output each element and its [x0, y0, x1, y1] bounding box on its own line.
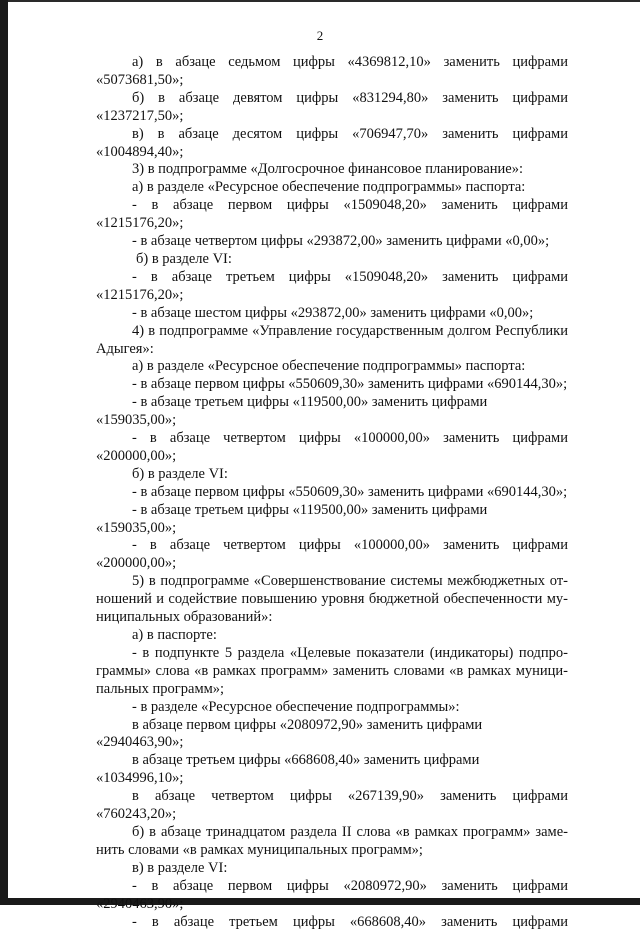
text-line: - в абзаце третьем цифры «119500,00» заменить цифрами «159035,00»; [96, 394, 568, 430]
text-line: - в абзаце четвертом цифры «100000,00» заменить цифрами [96, 430, 568, 448]
text-line: граммы» слова «в рамках программ» заменить словами «в рамках муници- [96, 663, 568, 681]
text-line: в абзаце третьем цифры «668608,40» заменить цифрами «1034996,10»; [96, 752, 568, 788]
text-line: б) в абзаце девятом цифры «831294,80» заменить цифрами [96, 90, 568, 108]
text-line: 4) в подпрограмме «Управление государственным долгом Республики [96, 323, 568, 341]
text-line: - в абзаце первом цифры «2080972,90» заменить цифрами [96, 878, 568, 896]
text-line: ношений и содействие повышению уровня бюджетной обеспеченности му- [96, 591, 568, 609]
page-number: 2 [0, 28, 640, 44]
text-line: в) в абзаце десятом цифры «706947,70» заменить цифрами [96, 126, 568, 144]
text-line: в) в разделе VI: [96, 860, 568, 878]
text-line: - в разделе «Ресурсное обеспечение подпрограммы»: [96, 699, 568, 717]
text-line: нить словами «в рамках муниципальных программ»; [96, 842, 568, 860]
text-line: а) в разделе «Ресурсное обеспечение подпрограммы» паспорта: [96, 358, 568, 376]
text-line: - в абзаце третьем цифры «668608,40» заменить цифрами [96, 914, 568, 931]
document-body [96, 54, 568, 931]
text-line: - в абзаце третьем цифры «1509048,20» заменить цифрами [96, 269, 568, 287]
text-line: б) в абзаце тринадцатом раздела II слова «в рамках программ» заме- [96, 824, 568, 842]
text-line: 3) в подпрограмме «Долгосрочное финансовое планирование»: [96, 161, 568, 179]
text-line: - в подпункте 5 раздела «Целевые показатели (индикаторы) подпро- [96, 645, 568, 663]
text-line: - в абзаце шестом цифры «293872,00» заменить цифрами «0,00»; [96, 305, 568, 323]
scan-border-top [0, 0, 640, 2]
text-line: «1004894,40»; [96, 144, 568, 162]
text-line: «1237217,50»; [96, 108, 568, 126]
text-line: «200000,00»; [96, 555, 568, 573]
text-line: - в абзаце первом цифры «550609,30» заменить цифрами «690144,30»; [96, 484, 568, 502]
text-line: - в абзаце первом цифры «1509048,20» заменить цифрами [96, 197, 568, 215]
text-line: «200000,00»; [96, 448, 568, 466]
text-line: 5) в подпрограмме «Совершенствование системы межбюджетных от- [96, 573, 568, 591]
text-line: Адыгея»: [96, 341, 568, 359]
text-line: а) в разделе «Ресурсное обеспечение подпрограммы» паспорта: [96, 179, 568, 197]
text-line: в абзаце четвертом цифры «267139,90» заменить цифрами [96, 788, 568, 806]
text-line: а) в абзаце седьмом цифры «4369812,10» заменить цифрами [96, 54, 568, 72]
text-line: «5073681,50»; [96, 72, 568, 90]
text-line: «760243,20»; [96, 806, 568, 824]
text-line: - в абзаце третьем цифры «119500,00» заменить цифрами «159035,00»; [96, 502, 568, 538]
text-line: б) в разделе VI: [96, 466, 568, 484]
text-line: а) в паспорте: [96, 627, 568, 645]
text-line: в абзаце первом цифры «2080972,90» заменить цифрами «2940463,90»; [96, 717, 568, 753]
text-line: - в абзаце четвертом цифры «100000,00» заменить цифрами [96, 537, 568, 555]
text-line: б) в разделе VI: [96, 251, 568, 269]
text-line: - в абзаце четвертом цифры «293872,00» заменить цифрами «0,00»; [96, 233, 568, 251]
text-line: - в абзаце первом цифры «550609,30» заменить цифрами «690144,30»; [96, 376, 568, 394]
scan-border-left [0, 0, 8, 905]
text-line: «1215176,20»; [96, 215, 568, 233]
text-line: «1215176,20»; [96, 287, 568, 305]
text-line: пальных программ»; [96, 681, 568, 699]
text-line: «2940463,90»; [96, 896, 568, 914]
text-line: ниципальных образований»: [96, 609, 568, 627]
